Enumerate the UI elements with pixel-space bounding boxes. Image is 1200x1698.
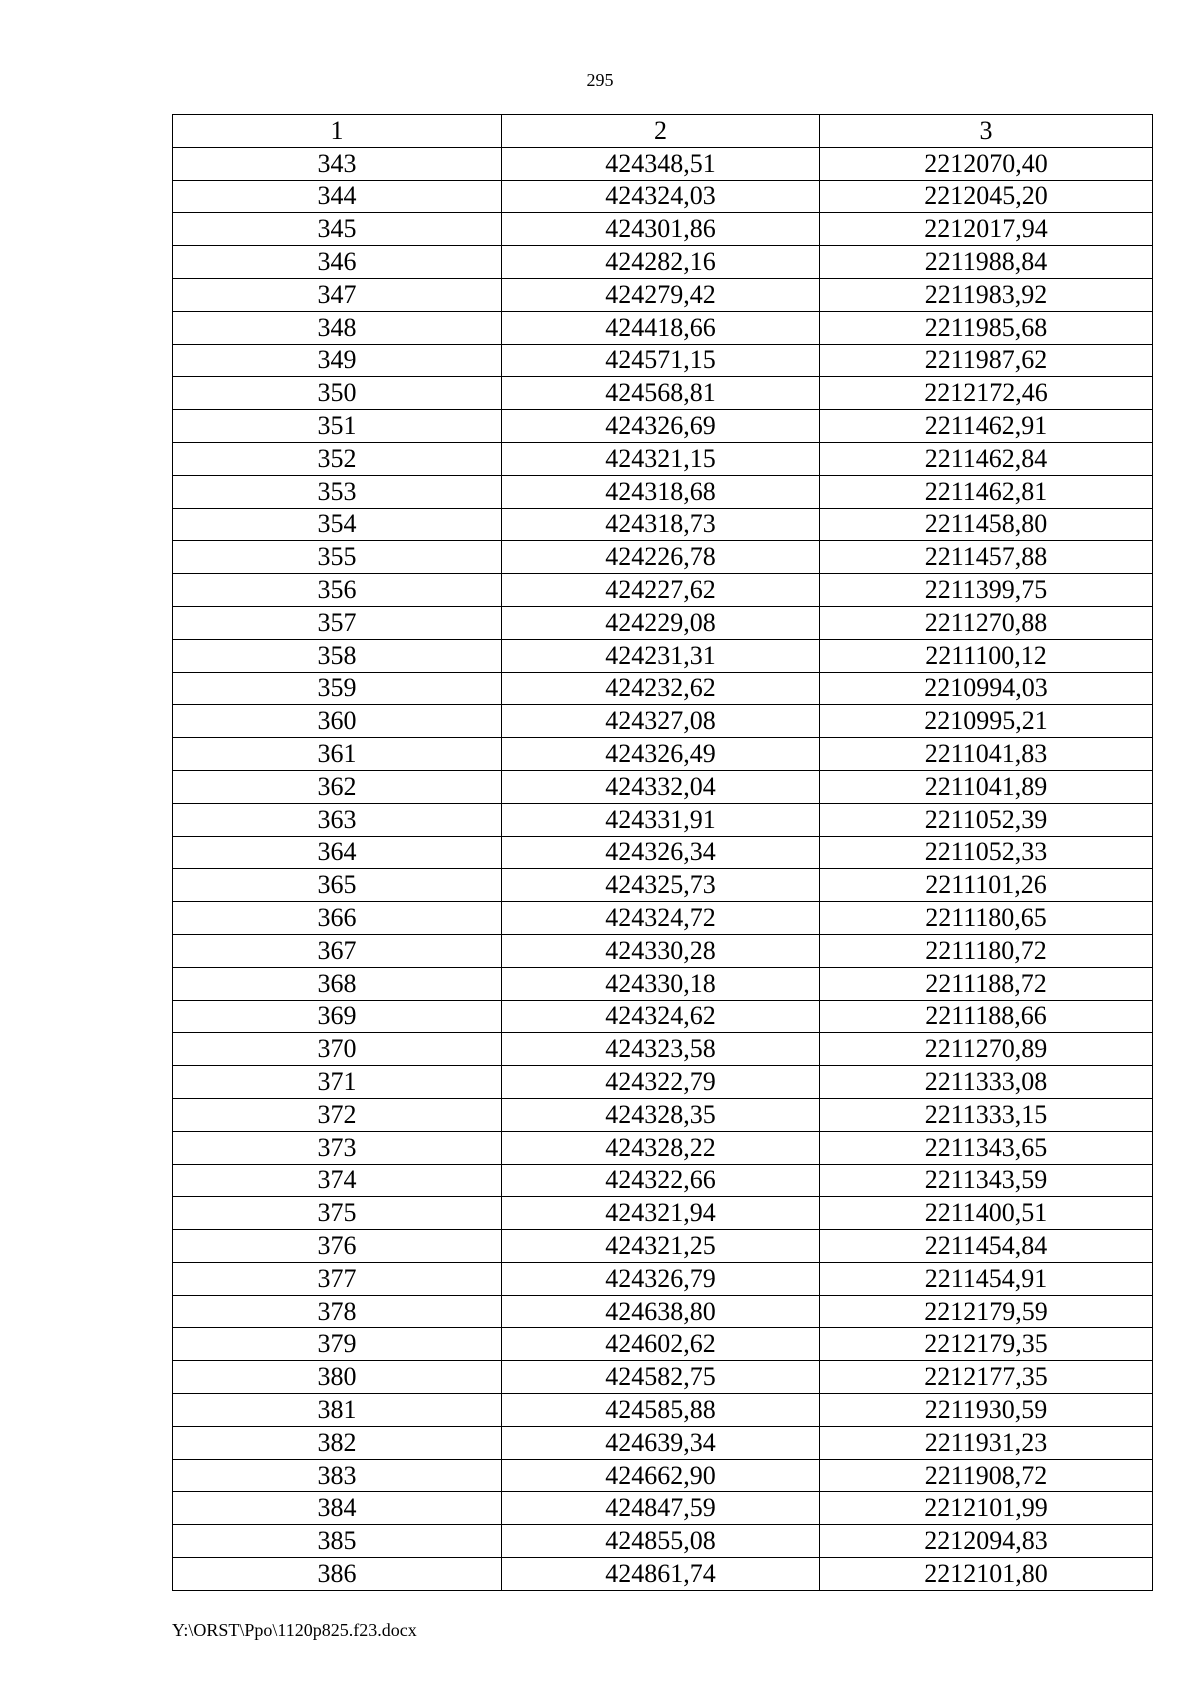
- table-row: [173, 1098, 1153, 1131]
- table-row: [173, 1033, 1153, 1066]
- y-coordinate-cell: 2211930,59: [820, 1394, 1153, 1427]
- table-row: [173, 1197, 1153, 1230]
- point-number-cell: 380: [173, 1361, 502, 1394]
- y-coordinate-cell: 2211454,84: [820, 1230, 1153, 1263]
- x-coordinate-cell: 424318,68: [502, 475, 820, 508]
- table-row: [173, 1492, 1153, 1525]
- x-coordinate-cell: 424662,90: [502, 1459, 820, 1492]
- point-number-cell: 346: [173, 246, 502, 279]
- y-coordinate-cell: 2211180,72: [820, 934, 1153, 967]
- table-row: [173, 902, 1153, 935]
- y-coordinate-cell: 2211462,81: [820, 475, 1153, 508]
- x-coordinate-cell: 424227,62: [502, 574, 820, 607]
- table-row: [173, 344, 1153, 377]
- x-coordinate-cell: 424861,74: [502, 1558, 820, 1591]
- x-coordinate-cell: 424321,15: [502, 442, 820, 475]
- point-number-cell: 360: [173, 705, 502, 738]
- x-coordinate-cell: 424322,66: [502, 1164, 820, 1197]
- point-number-cell: 361: [173, 738, 502, 771]
- x-coordinate-cell: 424855,08: [502, 1525, 820, 1558]
- table-row: [173, 213, 1153, 246]
- table-row: [173, 639, 1153, 672]
- x-coordinate-cell: 424639,34: [502, 1426, 820, 1459]
- x-coordinate-cell: 424568,81: [502, 377, 820, 410]
- point-number-cell: 384: [173, 1492, 502, 1525]
- x-coordinate-cell: 424229,08: [502, 606, 820, 639]
- x-coordinate-cell: 424571,15: [502, 344, 820, 377]
- column-header-1: 1: [173, 115, 502, 148]
- table-row: [173, 377, 1153, 410]
- y-coordinate-cell: 2211458,80: [820, 508, 1153, 541]
- x-coordinate-cell: 424332,04: [502, 770, 820, 803]
- table-row: [173, 246, 1153, 279]
- y-coordinate-cell: 2211400,51: [820, 1197, 1153, 1230]
- y-coordinate-cell: 2211101,26: [820, 869, 1153, 902]
- x-coordinate-cell: 424282,16: [502, 246, 820, 279]
- y-coordinate-cell: 2212094,83: [820, 1525, 1153, 1558]
- point-number-cell: 377: [173, 1262, 502, 1295]
- y-coordinate-cell: 2212070,40: [820, 147, 1153, 180]
- table-row: [173, 1394, 1153, 1427]
- table-row: [173, 541, 1153, 574]
- column-header-2: 2: [502, 115, 820, 148]
- point-number-cell: 374: [173, 1164, 502, 1197]
- point-number-cell: 369: [173, 1000, 502, 1033]
- table-row: [173, 606, 1153, 639]
- table-row: [173, 1262, 1153, 1295]
- x-coordinate-cell: 424638,80: [502, 1295, 820, 1328]
- y-coordinate-cell: 2211052,39: [820, 803, 1153, 836]
- point-number-cell: 376: [173, 1230, 502, 1263]
- x-coordinate-cell: 424348,51: [502, 147, 820, 180]
- x-coordinate-cell: 424323,58: [502, 1033, 820, 1066]
- x-coordinate-cell: 424330,28: [502, 934, 820, 967]
- table-row: [173, 442, 1153, 475]
- table-row: [173, 1361, 1153, 1394]
- table-row: [173, 311, 1153, 344]
- y-coordinate-cell: 2211180,65: [820, 902, 1153, 935]
- point-number-cell: 383: [173, 1459, 502, 1492]
- table-row: [173, 1066, 1153, 1099]
- table-row: [173, 147, 1153, 180]
- y-coordinate-cell: 2211188,66: [820, 1000, 1153, 1033]
- x-coordinate-cell: 424325,73: [502, 869, 820, 902]
- y-coordinate-cell: 2211931,23: [820, 1426, 1153, 1459]
- x-coordinate-cell: 424326,49: [502, 738, 820, 771]
- table-row: [173, 475, 1153, 508]
- y-coordinate-cell: 2211985,68: [820, 311, 1153, 344]
- table-header-row: [173, 115, 1153, 148]
- coordinates-table-container: [172, 114, 1152, 1591]
- table-row: [173, 836, 1153, 869]
- point-number-cell: 365: [173, 869, 502, 902]
- y-coordinate-cell: 2212101,99: [820, 1492, 1153, 1525]
- point-number-cell: 382: [173, 1426, 502, 1459]
- y-coordinate-cell: 2211100,12: [820, 639, 1153, 672]
- x-coordinate-cell: 424226,78: [502, 541, 820, 574]
- x-coordinate-cell: 424326,79: [502, 1262, 820, 1295]
- point-number-cell: 367: [173, 934, 502, 967]
- y-coordinate-cell: 2211041,89: [820, 770, 1153, 803]
- point-number-cell: 366: [173, 902, 502, 935]
- table-row: [173, 934, 1153, 967]
- table-row: [173, 1000, 1153, 1033]
- y-coordinate-cell: 2212177,35: [820, 1361, 1153, 1394]
- x-coordinate-cell: 424324,62: [502, 1000, 820, 1033]
- table-row: [173, 278, 1153, 311]
- point-number-cell: 343: [173, 147, 502, 180]
- table-row: [173, 1558, 1153, 1591]
- y-coordinate-cell: 2210995,21: [820, 705, 1153, 738]
- table-row: [173, 508, 1153, 541]
- point-number-cell: 352: [173, 442, 502, 475]
- point-number-cell: 385: [173, 1525, 502, 1558]
- point-number-cell: 348: [173, 311, 502, 344]
- y-coordinate-cell: 2211457,88: [820, 541, 1153, 574]
- y-coordinate-cell: 2211270,88: [820, 606, 1153, 639]
- point-number-cell: 372: [173, 1098, 502, 1131]
- x-coordinate-cell: 424585,88: [502, 1394, 820, 1427]
- x-coordinate-cell: 424330,18: [502, 967, 820, 1000]
- column-header-3: 3: [820, 115, 1153, 148]
- point-number-cell: 364: [173, 836, 502, 869]
- x-coordinate-cell: 424231,31: [502, 639, 820, 672]
- point-number-cell: 347: [173, 278, 502, 311]
- page-number: 295: [586, 70, 614, 90]
- y-coordinate-cell: 2211333,08: [820, 1066, 1153, 1099]
- x-coordinate-cell: 424324,03: [502, 180, 820, 213]
- point-number-cell: 373: [173, 1131, 502, 1164]
- coordinates-table: [172, 114, 1153, 1591]
- table-row: [173, 770, 1153, 803]
- x-coordinate-cell: 424847,59: [502, 1492, 820, 1525]
- table-row: [173, 1426, 1153, 1459]
- table-row: [173, 410, 1153, 443]
- y-coordinate-cell: 2212045,20: [820, 180, 1153, 213]
- table-body: [173, 147, 1153, 1590]
- x-coordinate-cell: 424326,69: [502, 410, 820, 443]
- point-number-cell: 349: [173, 344, 502, 377]
- y-coordinate-cell: 2211041,83: [820, 738, 1153, 771]
- table-row: [173, 1230, 1153, 1263]
- point-number-cell: 368: [173, 967, 502, 1000]
- x-coordinate-cell: 424328,22: [502, 1131, 820, 1164]
- y-coordinate-cell: 2211188,72: [820, 967, 1153, 1000]
- table-row: [173, 180, 1153, 213]
- x-coordinate-cell: 424322,79: [502, 1066, 820, 1099]
- x-coordinate-cell: 424318,73: [502, 508, 820, 541]
- point-number-cell: 351: [173, 410, 502, 443]
- point-number-cell: 350: [173, 377, 502, 410]
- point-number-cell: 378: [173, 1295, 502, 1328]
- y-coordinate-cell: 2211462,84: [820, 442, 1153, 475]
- x-coordinate-cell: 424301,86: [502, 213, 820, 246]
- y-coordinate-cell: 2211399,75: [820, 574, 1153, 607]
- x-coordinate-cell: 424279,42: [502, 278, 820, 311]
- y-coordinate-cell: 2212017,94: [820, 213, 1153, 246]
- y-coordinate-cell: 2211987,62: [820, 344, 1153, 377]
- point-number-cell: 386: [173, 1558, 502, 1591]
- y-coordinate-cell: 2211983,92: [820, 278, 1153, 311]
- point-number-cell: 371: [173, 1066, 502, 1099]
- y-coordinate-cell: 2212172,46: [820, 377, 1153, 410]
- table-row: [173, 1328, 1153, 1361]
- y-coordinate-cell: 2211908,72: [820, 1459, 1153, 1492]
- y-coordinate-cell: 2211343,65: [820, 1131, 1153, 1164]
- point-number-cell: 359: [173, 672, 502, 705]
- table-row: [173, 1295, 1153, 1328]
- point-number-cell: 353: [173, 475, 502, 508]
- x-coordinate-cell: 424232,62: [502, 672, 820, 705]
- table-row: [173, 1525, 1153, 1558]
- point-number-cell: 357: [173, 606, 502, 639]
- footer-file-path: Y:\ORST\Ppo\1120p825.f23.docx: [172, 1620, 417, 1640]
- point-number-cell: 363: [173, 803, 502, 836]
- point-number-cell: 356: [173, 574, 502, 607]
- y-coordinate-cell: 2211454,91: [820, 1262, 1153, 1295]
- point-number-cell: 362: [173, 770, 502, 803]
- table-row: [173, 705, 1153, 738]
- table-row: [173, 574, 1153, 607]
- point-number-cell: 379: [173, 1328, 502, 1361]
- table-row: [173, 738, 1153, 771]
- y-coordinate-cell: 2211270,89: [820, 1033, 1153, 1066]
- y-coordinate-cell: 2210994,03: [820, 672, 1153, 705]
- table-row: [173, 869, 1153, 902]
- point-number-cell: 370: [173, 1033, 502, 1066]
- x-coordinate-cell: 424328,35: [502, 1098, 820, 1131]
- table-row: [173, 967, 1153, 1000]
- x-coordinate-cell: 424602,62: [502, 1328, 820, 1361]
- y-coordinate-cell: 2211333,15: [820, 1098, 1153, 1131]
- y-coordinate-cell: 2211052,33: [820, 836, 1153, 869]
- table-row: [173, 1459, 1153, 1492]
- point-number-cell: 358: [173, 639, 502, 672]
- x-coordinate-cell: 424321,25: [502, 1230, 820, 1263]
- x-coordinate-cell: 424418,66: [502, 311, 820, 344]
- table-row: [173, 1164, 1153, 1197]
- y-coordinate-cell: 2212179,35: [820, 1328, 1153, 1361]
- x-coordinate-cell: 424324,72: [502, 902, 820, 935]
- table-row: [173, 803, 1153, 836]
- point-number-cell: 345: [173, 213, 502, 246]
- y-coordinate-cell: 2211343,59: [820, 1164, 1153, 1197]
- point-number-cell: 354: [173, 508, 502, 541]
- table-row: [173, 672, 1153, 705]
- point-number-cell: 344: [173, 180, 502, 213]
- y-coordinate-cell: 2211988,84: [820, 246, 1153, 279]
- table-row: [173, 1131, 1153, 1164]
- y-coordinate-cell: 2212101,80: [820, 1558, 1153, 1591]
- point-number-cell: 381: [173, 1394, 502, 1427]
- point-number-cell: 375: [173, 1197, 502, 1230]
- x-coordinate-cell: 424321,94: [502, 1197, 820, 1230]
- x-coordinate-cell: 424326,34: [502, 836, 820, 869]
- x-coordinate-cell: 424331,91: [502, 803, 820, 836]
- x-coordinate-cell: 424582,75: [502, 1361, 820, 1394]
- point-number-cell: 355: [173, 541, 502, 574]
- y-coordinate-cell: 2211462,91: [820, 410, 1153, 443]
- x-coordinate-cell: 424327,08: [502, 705, 820, 738]
- y-coordinate-cell: 2212179,59: [820, 1295, 1153, 1328]
